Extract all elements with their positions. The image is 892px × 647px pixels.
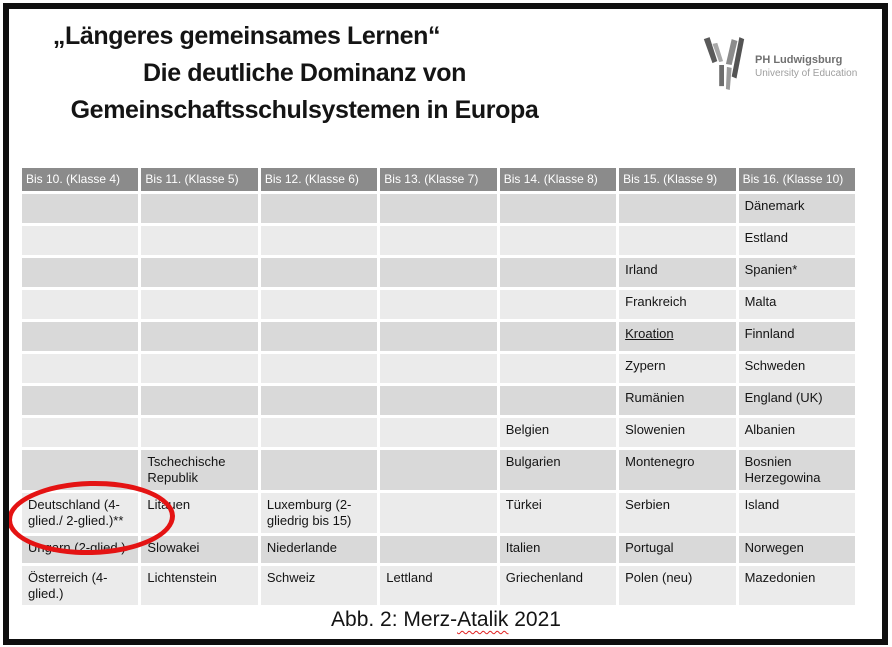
- column-header: Bis 10. (Klasse 4): [22, 168, 138, 191]
- table-cell-empty: [380, 450, 496, 490]
- caption-text-after: 2021: [508, 608, 561, 631]
- table-cell: Bosnien Herzegowina: [739, 450, 855, 490]
- ph-ludwigsburg-logo-icon: [700, 34, 748, 101]
- table-cell-empty: [22, 354, 138, 383]
- table-cell: Ungarn (2-glied.): [22, 536, 138, 563]
- table-cell: Island: [739, 493, 855, 533]
- table-cell: Slowenien: [619, 418, 735, 447]
- table-cell-empty: [141, 226, 257, 255]
- table-cell: Kroation: [619, 322, 735, 351]
- table-cell-empty: [380, 226, 496, 255]
- table-cell-empty: [380, 194, 496, 223]
- table-cell: Lettland: [380, 566, 496, 605]
- university-logo: [700, 34, 857, 101]
- table-cell: Griechenland: [500, 566, 616, 605]
- caption-text-before: Abb. 2: Merz-: [331, 608, 458, 631]
- table-cell-empty: [619, 226, 735, 255]
- caption-underlined-word: Atalik: [457, 608, 509, 631]
- table-cell: Frankreich: [619, 290, 735, 319]
- table-cell: Malta: [739, 290, 855, 319]
- table-cell: Finnland: [739, 322, 855, 351]
- table-cell: Spanien*: [739, 258, 855, 287]
- column-header: Bis 15. (Klasse 9): [619, 168, 735, 191]
- table-cell: Bulgarien: [500, 450, 616, 490]
- table-cell-empty: [141, 354, 257, 383]
- table-cell-empty: [141, 290, 257, 319]
- table-cell-empty: [380, 493, 496, 533]
- table-cell: Portugal: [619, 536, 735, 563]
- table-cell: Schweden: [739, 354, 855, 383]
- table-cell-empty: [261, 194, 377, 223]
- table-cell: Dänemark: [739, 194, 855, 223]
- table-cell-empty: [22, 194, 138, 223]
- table-cell-empty: [261, 226, 377, 255]
- column-header: Bis 14. (Klasse 8): [500, 168, 616, 191]
- table-cell-empty: [380, 418, 496, 447]
- table-cell-empty: [141, 194, 257, 223]
- table-cell-empty: [141, 258, 257, 287]
- table-cell-empty: [22, 258, 138, 287]
- table-cell-empty: [141, 322, 257, 351]
- table-cell: Polen (neu): [619, 566, 735, 605]
- table-cell: England (UK): [739, 386, 855, 415]
- table-cell: Albanien: [739, 418, 855, 447]
- table-cell: Luxemburg (2-gliedrig bis 15): [261, 493, 377, 533]
- table-cell-empty: [380, 322, 496, 351]
- table-cell: Österreich (4-glied.): [22, 566, 138, 605]
- table-cell: Serbien: [619, 493, 735, 533]
- table-cell: Belgien: [500, 418, 616, 447]
- column-header: Bis 16. (Klasse 10): [739, 168, 855, 191]
- table-cell: Litauen: [141, 493, 257, 533]
- table-cell-empty: [619, 194, 735, 223]
- column-header: Bis 13. (Klasse 7): [380, 168, 496, 191]
- table-cell-empty: [22, 290, 138, 319]
- table-cell-empty: [500, 290, 616, 319]
- table-cell: Estland: [739, 226, 855, 255]
- table-cell-empty: [261, 450, 377, 490]
- table-cell-empty: [380, 386, 496, 415]
- column-header: Bis 12. (Klasse 6): [261, 168, 377, 191]
- table-cell-empty: [380, 290, 496, 319]
- table-cell-empty: [261, 290, 377, 319]
- table-cell-empty: [22, 418, 138, 447]
- table-cell-empty: [380, 536, 496, 563]
- table-cell-empty: [500, 226, 616, 255]
- title-line-3: Gemeinschaftsschulsystemen in Europa: [70, 96, 539, 124]
- table-cell-empty: [500, 386, 616, 415]
- table-cell: Tschechische Republik: [141, 450, 257, 490]
- slide-title: [12, 18, 597, 129]
- table-cell: Deutschland (4-glied./ 2-glied.)**: [22, 493, 138, 533]
- table-cell-empty: [261, 258, 377, 287]
- table-cell: Rumänien: [619, 386, 735, 415]
- logo-subtitle: University of Education: [755, 68, 858, 80]
- table-cell-empty: [500, 354, 616, 383]
- table-cell-empty: [500, 258, 616, 287]
- table-cell-empty: [22, 322, 138, 351]
- table-cell: Türkei: [500, 493, 616, 533]
- title-line-2: Die deutliche Dominanz von: [143, 59, 466, 87]
- column-header: Bis 11. (Klasse 5): [141, 168, 257, 191]
- table-cell: Mazedonien: [739, 566, 855, 605]
- figure-caption: [0, 608, 892, 632]
- table-cell: Niederlande: [261, 536, 377, 563]
- table-cell-empty: [22, 386, 138, 415]
- table-cell-empty: [261, 354, 377, 383]
- table-cell: Zypern: [619, 354, 735, 383]
- table-cell-empty: [22, 226, 138, 255]
- title-line-1: „Längeres gemeinsames Lernen“: [52, 22, 441, 50]
- logo-text: [755, 54, 857, 80]
- table-cell-empty: [500, 322, 616, 351]
- table-cell: Irland: [619, 258, 735, 287]
- table-cell: Lichtenstein: [141, 566, 257, 605]
- logo-name: PH Ludwigsburg: [755, 54, 843, 67]
- table-cell: Slowakei: [141, 536, 257, 563]
- table-cell-empty: [141, 386, 257, 415]
- table-cell-empty: [261, 322, 377, 351]
- table-cell-empty: [261, 386, 377, 415]
- table-cell: Montenegro: [619, 450, 735, 490]
- table-cell-empty: [500, 194, 616, 223]
- table-cell: Norwegen: [739, 536, 855, 563]
- table-cell: Schweiz: [261, 566, 377, 605]
- table-cell-empty: [141, 418, 257, 447]
- table-cell-empty: [261, 418, 377, 447]
- table-cell: Italien: [500, 536, 616, 563]
- table-cell-empty: [380, 258, 496, 287]
- table-cell-empty: [380, 354, 496, 383]
